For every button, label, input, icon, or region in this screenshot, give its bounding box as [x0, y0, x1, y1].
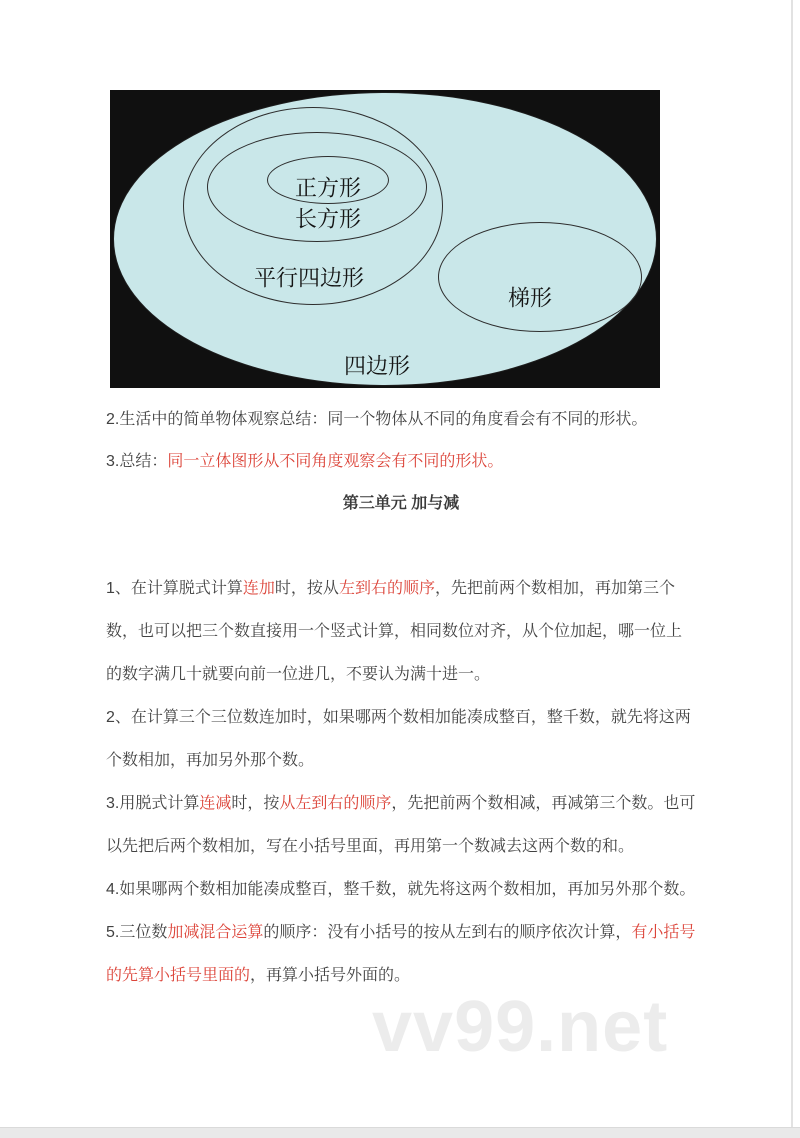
- note-item-5: 5.三位数加减混合运算的顺序：没有小括号的按从左到右的顺序依次计算，有小括号的先算小括号里面的，再算小括号外面的。: [106, 924, 696, 984]
- quadrilateral-venn-diagram: [110, 90, 660, 388]
- trapezoid-ellipse: [438, 222, 642, 332]
- notes-content: [106, 399, 696, 997]
- parallelogram-label: 平行四边形: [253, 265, 365, 291]
- rectangle-label: 长方形: [294, 206, 362, 232]
- section-title: 第三单元 加与减: [342, 495, 460, 512]
- page-right-edge: [791, 0, 793, 1128]
- square-label: 正方形: [294, 175, 362, 201]
- note-item-3: 3.用脱式计算连减时，按从左到右的顺序，先把前两个数相减，再减第三个数。也可以先把后两个数相加，写在小括号里面，再用第一个数减去这两个数的和。: [106, 795, 696, 855]
- quadrilateral-label: 四边形: [343, 353, 411, 379]
- note-item-4: 4.如果哪两个数相加能凑成整百，整千数，就先将这两个数相加，再加另外那个数。: [106, 881, 696, 898]
- note-item-2: 2、在计算三个三位数连加时，如果哪两个数相加能凑成整百，整千数，就先将这两个数相加，再加另外那个数。: [106, 709, 691, 769]
- trapezoid-label: 梯形: [507, 285, 553, 311]
- page-bottom-gap: [0, 1127, 800, 1138]
- unit-notes-list: [106, 567, 696, 997]
- watermark-text: vv99.net: [372, 987, 669, 1067]
- summary-note: 3.总结：同一立体图形从不同角度观察会有不同的形状。: [106, 453, 504, 470]
- observation-note: 2.生活中的简单物体观察总结：同一个物体从不同的角度看会有不同的形状。: [106, 411, 648, 428]
- note-item-1: 1、在计算脱式计算连加时，按从左到右的顺序，先把前两个数相加，再加第三个数，也可以把三个数直接用一个竖式计算，相同数位对齐，从个位加起，哪一位上的数字满几十就要向前一位进几，不要认为满十进一。: [106, 580, 683, 683]
